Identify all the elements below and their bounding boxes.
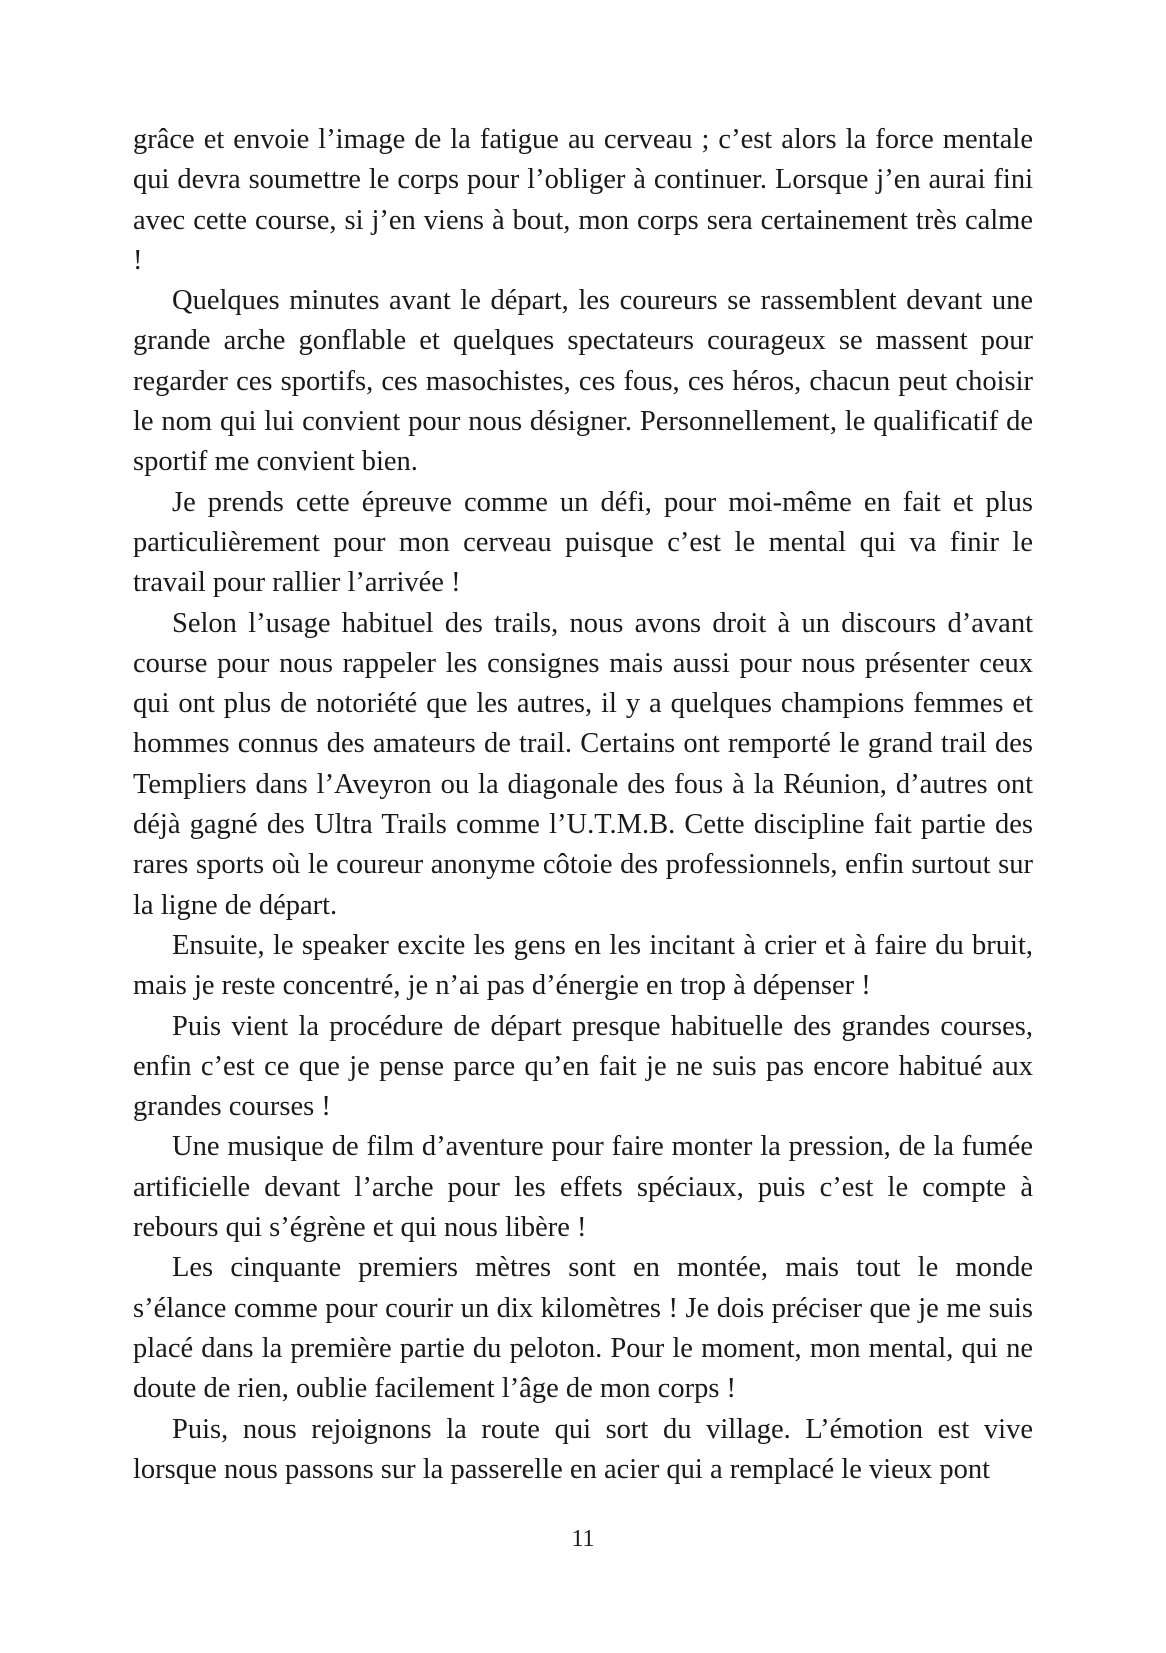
- paragraph-5: Ensuite, le speaker excite les gens en les incitant à crier et à faire du bruit, mais je reste concentré, je n’ai pas d’énergie en trop à dépenser !: [133, 929, 1033, 1002]
- paragraph-3: Je prends cette épreuve comme un défi, pour moi-même en fait et plus particulièrement pour mon cerveau puisque c’est le mental qui va finir le travail pour rallier l’arrivée !: [133, 486, 1033, 599]
- paragraph-7: Une musique de film d’aventure pour faire monter la pression, de la fumée artificielle devant l’arche pour les effets spéciaux, puis c’est le compte à rebours qui s’égrène et qui nous libère !: [133, 1131, 1033, 1244]
- paragraph-8: Les cinquante premiers mètres sont en montée, mais tout le monde s’élance comme pour courir un dix kilomètres ! Je dois préciser que je me suis placé dans la première partie du peloton. Pour le moment, mon mental, qui ne doute de rien, oublie facilement l’âge de mon corps !: [133, 1252, 1033, 1405]
- paragraph-2: Quelques minutes avant le départ, les coureurs se rassemblent devant une grande arche gonflable et quelques spectateurs courageux se massent pour regarder ces sportifs, ces masochistes, ces fous, ces héros, chacun peut choisir le nom qui lui convient pour nous désigner. Personnellement, le qualificatif de sportif me convient bien.: [133, 285, 1033, 478]
- body-text: [133, 120, 1033, 1490]
- paragraph-6: Puis vient la procédure de départ presque habituelle des grandes courses, enfin c’est ce que je pense parce qu’en fait je ne suis pas encore habitué aux grandes courses !: [133, 1010, 1033, 1123]
- paragraph-9: Puis, nous rejoignons la route qui sort du village. L’émotion est vive lorsque nous passons sur la passerelle en acier qui a remplacé le vieux pont: [133, 1413, 1033, 1485]
- paragraph-1: grâce et envoie l’image de la fatigue au cerveau ; c’est alors la force mentale qui devra soumettre le corps pour l’obliger à continuer. Lorsque j’en aurai fini avec cette course, si j’en viens à bout, mon corps sera certainement très calme !: [133, 124, 1033, 276]
- page-number: 11: [571, 1526, 595, 1552]
- paragraph-4: Selon l’usage habituel des trails, nous avons droit à un discours d’avant course pour nous rappeler les consignes mais aussi pour nous présenter ceux qui ont plus de notoriété que les autres, il y a quelques champions femmes et hommes connus des amateurs de trail. Certains ont remporté le grand trail des Templiers dans l’Aveyron ou la diagonale des fous à la Réunion, d’autres ont déjà gagné des Ultra Trails comme l’U.T.M.B. Cette discipline fait partie des rares sports où le coureur anonyme côtoie des professionnels, enfin surtout sur la ligne de départ.: [133, 607, 1033, 921]
